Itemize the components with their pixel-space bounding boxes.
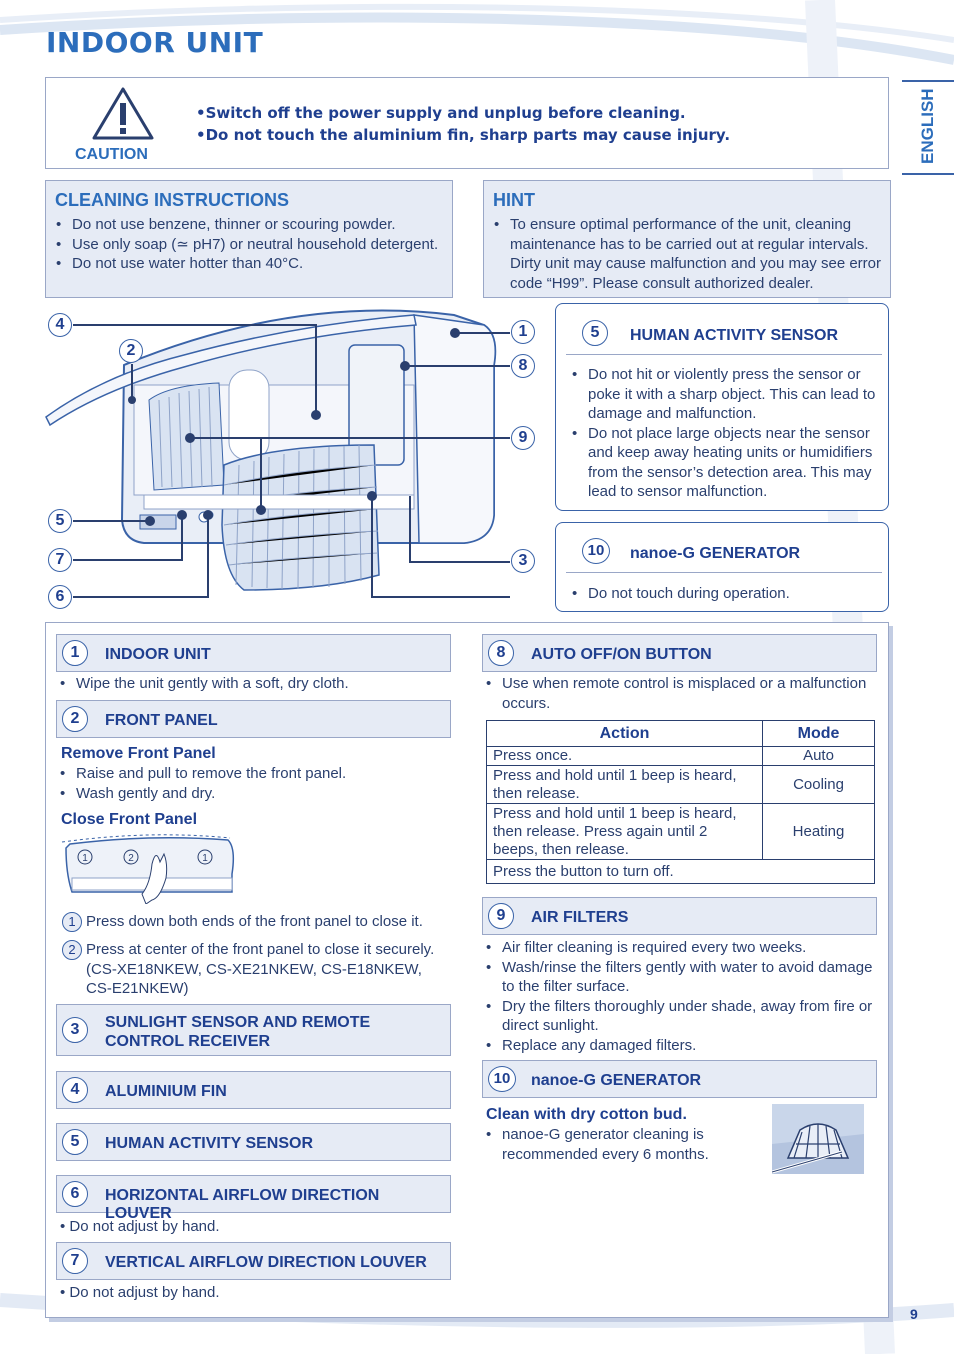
cleaning-list [54, 215, 449, 274]
auto-button-number: 8 [488, 640, 514, 666]
callout-6: 6 [48, 585, 72, 609]
hint-box [483, 180, 891, 298]
close-step-2: Press at center of the front panel to close it securely. (CS-XE18NKEW, CS-XE21NKEW, CS-E18NKEW, CS-E21NKEW) [86, 941, 435, 997]
caution-box [45, 77, 889, 169]
caution-line: •Switch off the power supply and unplug before cleaning. [196, 104, 686, 122]
horizontal-louver-header [56, 1175, 451, 1222]
list-item: • Do not hit or violently press the sensor or poke it with a sharp object. This can lead to damage and malfunction. [570, 365, 880, 424]
nanoe-header [482, 1060, 877, 1098]
auto-mode-table [486, 720, 875, 884]
mode-cell: Heating [763, 804, 875, 860]
hint-title: HINT [493, 190, 535, 210]
sunlight-number: 3 [62, 1017, 88, 1043]
list-item: • Raise and pull to remove the front panel. [58, 764, 448, 784]
page-number: 9 [910, 1306, 918, 1322]
figure-label: 1 [202, 853, 208, 864]
vertical-louver-header [56, 1242, 451, 1280]
list-item: • Do not use benzene, thinner or scouring powder. [54, 215, 449, 235]
mode-cell: Auto [763, 747, 875, 766]
sunlight-title: SUNLIGHT SENSOR AND REMOTE CONTROL RECEIVER [105, 1014, 371, 1050]
sensor-warning-list [570, 365, 880, 502]
h-louver-note: • Do not adjust by hand. [60, 1218, 220, 1235]
nanoe-cleaning-title: Clean with dry cotton bud. [486, 1106, 687, 1123]
filters-list [484, 938, 876, 1055]
step-number: 2 [62, 940, 82, 960]
v-louver-note: • Do not adjust by hand. [60, 1284, 220, 1301]
nanoe-number: 10 [582, 538, 610, 564]
nanoe-title: nanoe-G GENERATOR [630, 545, 801, 562]
cleaning-title: CLEANING INSTRUCTIONS [55, 190, 289, 210]
list-item: • Wash/rinse the filters gently with water to avoid damage to the filter surface. [484, 958, 876, 997]
v-louver-title: VERTICAL AIRFLOW DIRECTION LOUVER [105, 1254, 427, 1271]
front-panel-header [56, 700, 451, 738]
page-title: INDOOR UNIT [46, 26, 264, 59]
front-panel-number: 2 [62, 706, 88, 732]
callout-5: 5 [48, 509, 72, 533]
list-item: • Do not use water hotter than 40°C. [54, 254, 449, 274]
table-footer: Press the button to turn off. [487, 860, 875, 884]
close-step-1: Press down both ends of the front panel to close it. [86, 913, 423, 930]
sensor-title: HUMAN ACTIVITY SENSOR [630, 327, 839, 344]
callout-4: 4 [48, 313, 72, 337]
step-number: 1 [62, 912, 82, 932]
figure-label: 1 [82, 853, 88, 864]
table-header: Action [487, 721, 763, 747]
callout-2: 2 [119, 339, 143, 363]
list-item: • Wipe the unit gently with a soft, dry cloth. [58, 674, 448, 694]
list-item: • Do not touch during operation. [570, 584, 880, 604]
sunlight-sensor-header [56, 1004, 451, 1056]
indoor-unit-number: 1 [62, 640, 88, 666]
sensor-number: 5 [582, 320, 608, 346]
list-item: • Do not place large objects near the sensor and keep away heating units or humidifiers from the sensor’s detection area. This may lead to sensor malfunction. [570, 424, 880, 502]
list-item: • nanoe-G generator cleaning is recommended every 6 months. [484, 1125, 734, 1164]
action-cell: Press and hold until 1 beep is heard, then release. [487, 766, 763, 804]
divider [566, 572, 882, 573]
indoor-unit-title: INDOOR UNIT [105, 646, 211, 663]
caution-text [196, 102, 730, 146]
fin-title: ALUMINIUM FIN [105, 1083, 227, 1100]
table-row [487, 747, 875, 766]
divider [566, 354, 882, 355]
indoor-unit-header [56, 634, 451, 672]
table-header-row [487, 721, 875, 747]
action-cell: Press and hold until 1 beep is heard, then release. Press again until 2 beeps, then release. [487, 804, 763, 860]
list-item: • Dry the filters thoroughly under shade, away from fire or direct sunlight. [484, 997, 876, 1036]
caution-label: CAUTION [75, 146, 148, 163]
nanoe-generator-image [772, 1104, 864, 1174]
list-item: • Replace any damaged filters. [484, 1036, 876, 1056]
hint-list [492, 215, 884, 293]
h-louver-title: HORIZONTAL AIRFLOW DIRECTION LOUVER [105, 1187, 380, 1222]
v-louver-number: 7 [62, 1248, 88, 1274]
human-sensor-header [56, 1123, 451, 1161]
cleaning-instructions-box [45, 180, 453, 298]
close-panel-figure [60, 834, 240, 904]
human-sensor-title: HUMAN ACTIVITY SENSOR [105, 1135, 314, 1152]
language-tab [902, 80, 954, 175]
nanoe-warning-box [555, 522, 889, 612]
filters-number: 9 [488, 903, 514, 929]
nanoe-cleaning-list [484, 1125, 734, 1164]
table-row [487, 860, 875, 884]
callout-lines [0, 300, 560, 610]
h-louver-number: 6 [62, 1181, 88, 1207]
remove-panel-title: Remove Front Panel [61, 745, 216, 762]
callout-8: 8 [511, 354, 535, 378]
list-item: • Air filter cleaning is required every two weeks. [484, 938, 876, 958]
front-panel-title: FRONT PANEL [105, 712, 218, 729]
language-label: ENGLISH [918, 88, 937, 164]
nanoe-warning-list [570, 584, 880, 604]
nanoe-title-bottom: nanoe-G GENERATOR [531, 1072, 702, 1089]
filters-title: AIR FILTERS [531, 909, 629, 926]
callout-3: 3 [511, 549, 535, 573]
auto-button-header [482, 634, 877, 672]
callout-7: 7 [48, 548, 72, 572]
fin-number: 4 [62, 1077, 88, 1103]
mode-cell: Cooling [763, 766, 875, 804]
table-row [487, 766, 875, 804]
human-sensor-number: 5 [62, 1129, 88, 1155]
callout-1: 1 [511, 320, 535, 344]
list-item: • Use when remote control is misplaced or a malfunction occurs. [484, 674, 874, 713]
auto-button-title: AUTO OFF/ON BUTTON [531, 646, 712, 663]
indoor-unit-list [58, 674, 448, 694]
close-panel-title: Close Front Panel [61, 811, 198, 828]
sensor-warning-box [555, 303, 889, 511]
air-filters-header [482, 897, 877, 935]
list-item: • To ensure optimal performance of the unit, cleaning maintenance has to be carried out at regular intervals. Dirty unit may cause malfunction and you may see error code “H99”. Please consult authorized dealer. [492, 215, 884, 293]
figure-label: 2 [128, 853, 134, 864]
table-row [487, 804, 875, 860]
list-item: • Wash gently and dry. [58, 784, 448, 804]
caution-line: •Do not touch the aluminium fin, sharp parts may cause injury. [196, 126, 731, 144]
auto-button-list [484, 674, 874, 713]
remove-panel-list [58, 764, 448, 803]
warning-icon [91, 86, 155, 142]
callout-9: 9 [511, 426, 535, 450]
table-header: Mode [763, 721, 875, 747]
aluminium-fin-header [56, 1071, 451, 1109]
nanoe-number-bottom: 10 [488, 1066, 516, 1092]
action-cell: Press once. [487, 747, 763, 766]
list-item: • Use only soap (≃ pH7) or neutral household detergent. [54, 235, 449, 255]
